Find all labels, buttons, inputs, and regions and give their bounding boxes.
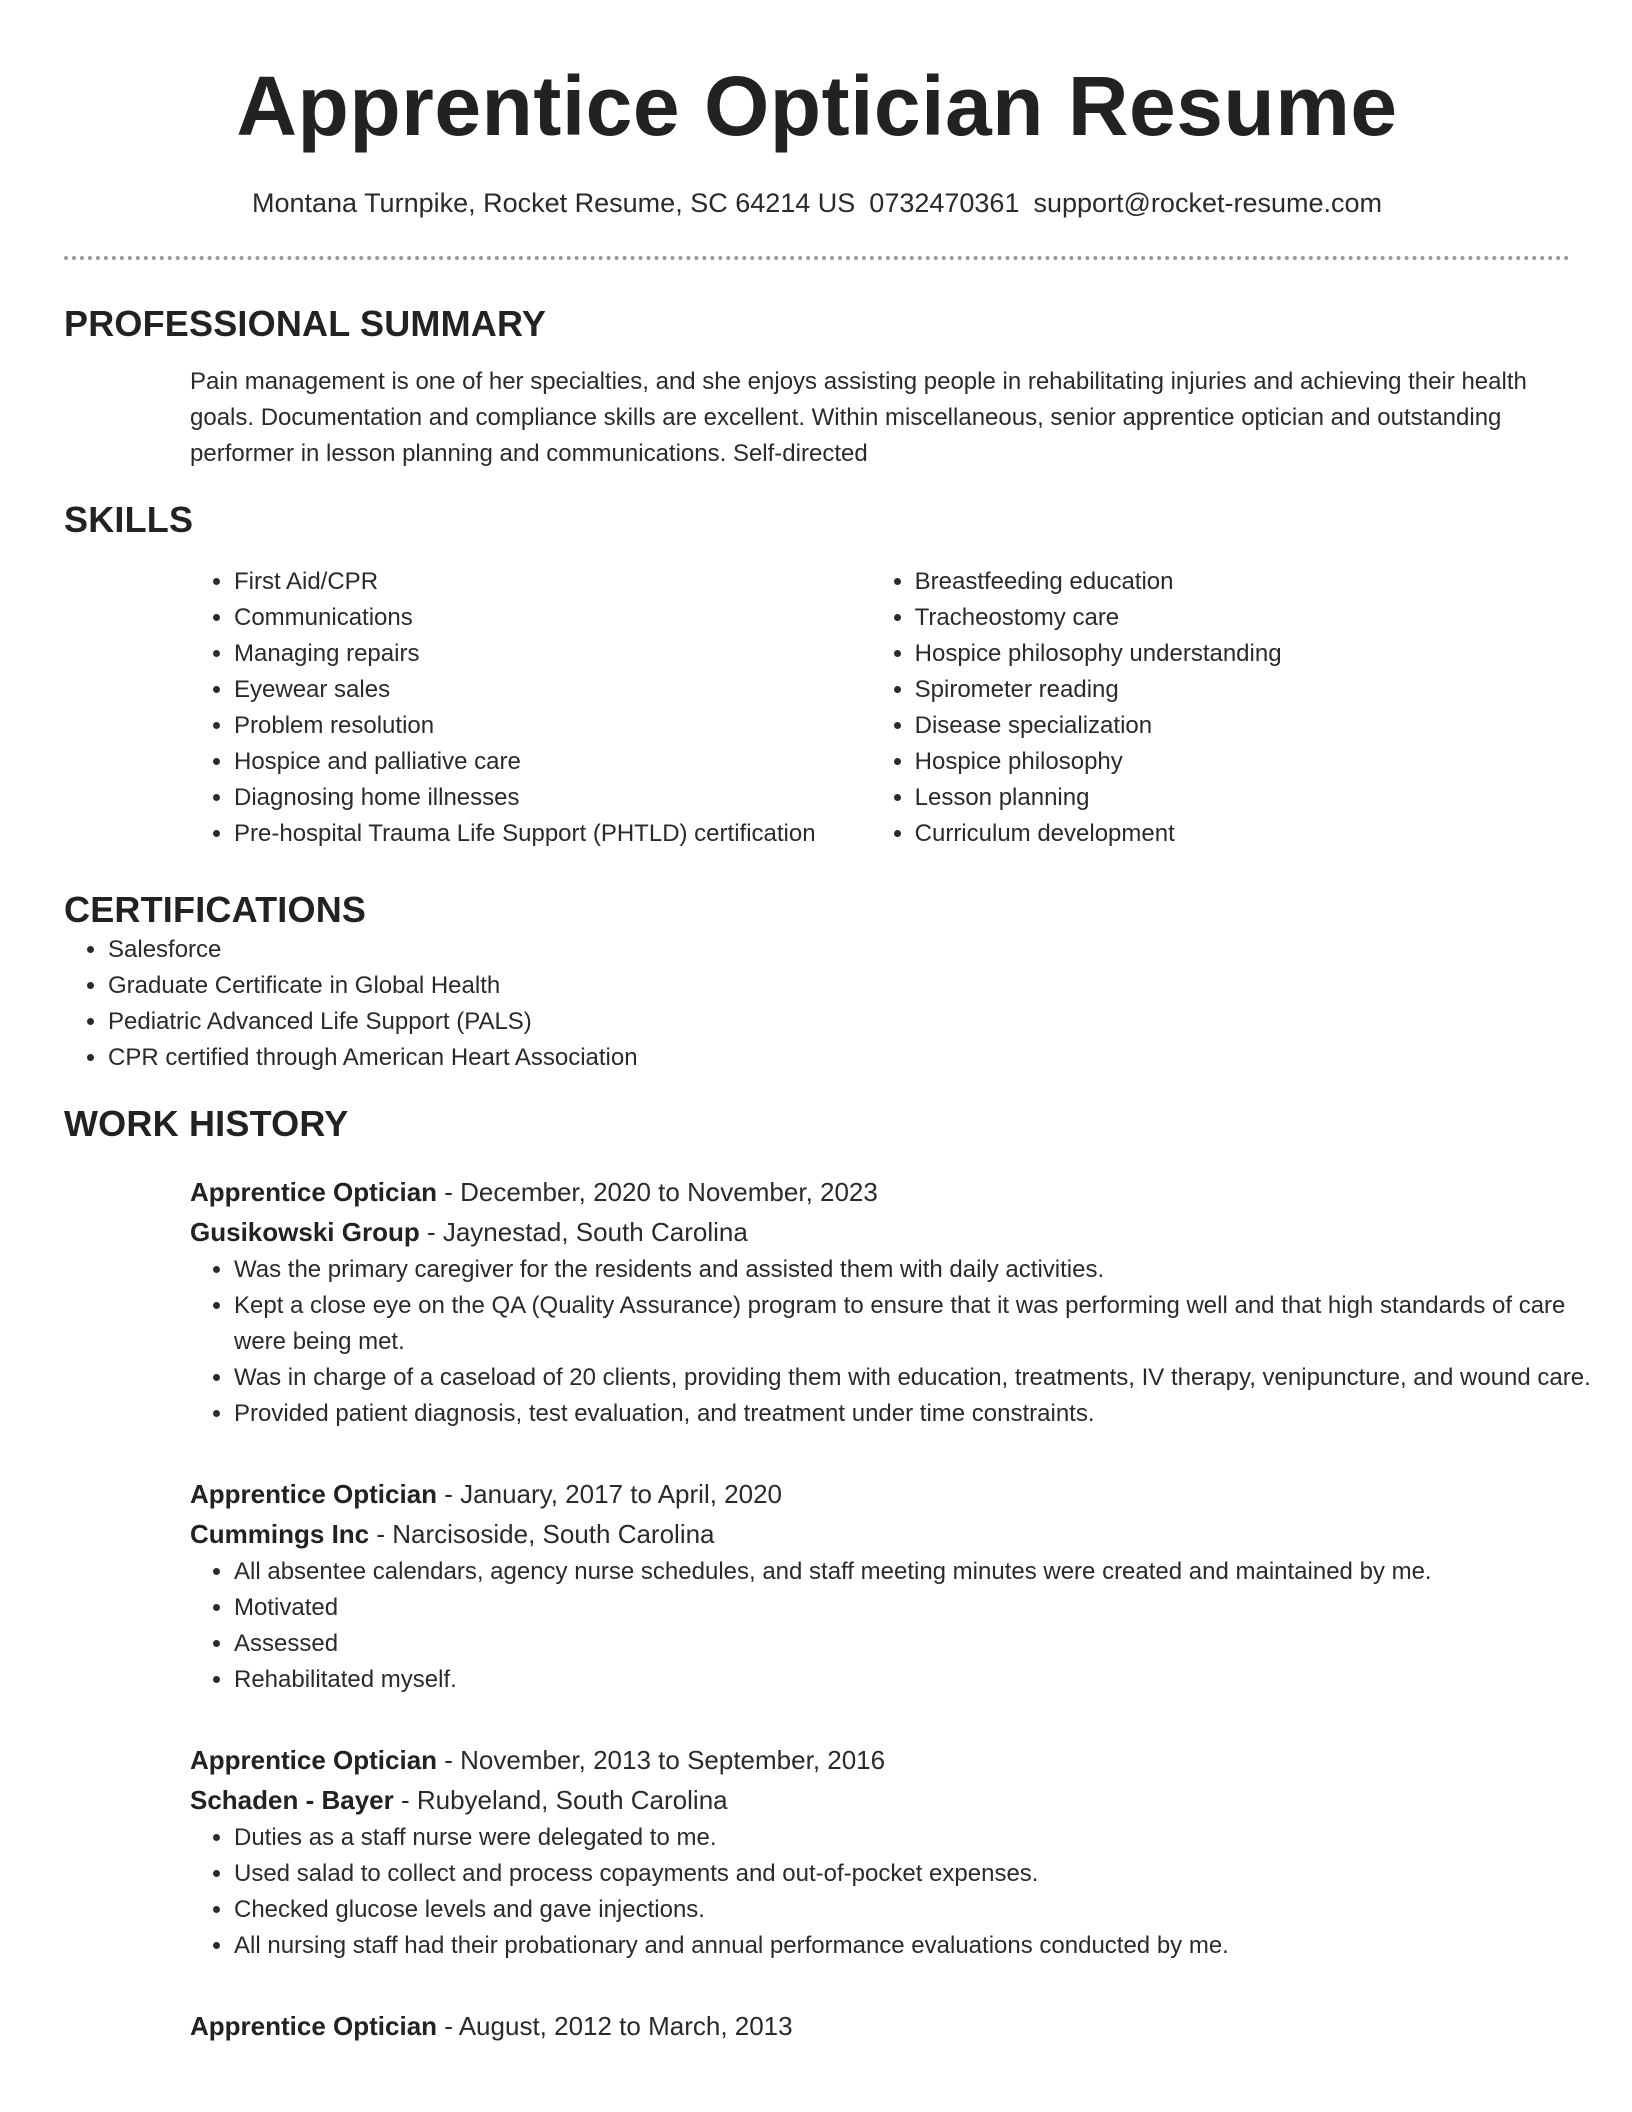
summary-text: Pain management is one of her specialties, and she enjoys assisting people in rehabilitating injuries and achieving their health goals. Documentation and compliance skills are excellent. Within miscellaneous, senior apprentice optician and outstanding performer in lesson planning and communications. Self-directed — [190, 368, 1527, 467]
resume-page — [64, 0, 1591, 2046]
contact-line — [64, 186, 1570, 220]
job-bullet: • Used salad to collect and process copayments and out-of-pocket expenses. — [234, 1856, 1614, 1892]
contact-address: Montana Turnpike, Rocket Resume, SC 64214 US — [251, 188, 856, 218]
skills-grid — [190, 564, 1570, 852]
certifications-list — [64, 932, 1570, 1076]
job-entry — [190, 2006, 1570, 2046]
job-bullet: • All absentee calendars, agency nurse schedules, and staff meeting minutes were created and maintained by me. — [234, 1554, 1614, 1590]
job-bullet: • Duties as a staff nurse were delegated to me. — [234, 1820, 1614, 1856]
skill-item: • Disease specialization — [915, 708, 1570, 744]
skill-item: • Diagnosing home illnesses — [234, 780, 871, 816]
job-company: Gusikowski Group — [190, 1217, 420, 1247]
job-bullet: • Kept a close eye on the QA (Quality Assurance) program to ensure that it was performing well and that high standards of care were being met. — [234, 1288, 1614, 1360]
job-dates: - January, 2017 to April, 2020 — [437, 1479, 783, 1509]
skill-item: • Managing repairs — [234, 636, 871, 672]
job-bullets — [190, 1820, 1614, 1964]
job-bullets — [190, 1252, 1614, 1432]
skill-item: • Hospice philosophy — [915, 744, 1570, 780]
certification-item: • Graduate Certificate in Global Health — [108, 968, 1570, 1004]
job-bullet: • Was the primary caregiver for the residents and assisted them with daily activities. — [234, 1252, 1614, 1288]
skill-item: • Hospice and palliative care — [234, 744, 871, 780]
skill-item: • Spirometer reading — [915, 672, 1570, 708]
job-bullet: • Motivated — [234, 1590, 1614, 1626]
job-bullets — [190, 1554, 1614, 1698]
job-location: - Narcisoside, South Carolina — [369, 1519, 715, 1549]
contact-email[interactable]: support@rocket-resume.com — [1033, 188, 1382, 218]
job-entry — [190, 1172, 1591, 1432]
skill-item: • Eyewear sales — [234, 672, 871, 708]
job-bullet: • Was in charge of a caseload of 20 clients, providing them with education, treatments, IV therapy, venipuncture, and wound care. — [234, 1360, 1614, 1396]
job-company: Schaden - Bayer — [190, 1785, 394, 1815]
job-role: Apprentice Optician — [190, 2011, 438, 2041]
skill-item: • Problem resolution — [234, 708, 871, 744]
job-role: Apprentice Optician — [190, 1177, 438, 1207]
job-bullet: • Rehabilitated myself. — [234, 1662, 1614, 1698]
job-role-line — [190, 1740, 1570, 1780]
skill-item: • Breastfeeding education — [915, 564, 1570, 600]
job-company: Cummings Inc — [190, 1519, 370, 1549]
skill-item: • Communications — [234, 600, 871, 636]
header-divider — [64, 256, 1570, 260]
skill-item: • Pre-hospital Trauma Life Support (PHTLD) certification — [234, 816, 871, 852]
section-title-work-history: WORK HISTORY — [64, 1103, 349, 1144]
skill-item: • Lesson planning — [915, 780, 1570, 816]
job-dates: - November, 2013 to September, 2016 — [437, 1745, 886, 1775]
job-bullet: • Checked glucose levels and gave injections. — [234, 1892, 1614, 1928]
job-bullet: • Provided patient diagnosis, test evaluation, and treatment under time constraints. — [234, 1396, 1614, 1432]
job-role-line — [190, 2006, 1570, 2046]
job-entry — [190, 1740, 1570, 1964]
job-location: - Jaynestad, South Carolina — [419, 1217, 748, 1247]
skill-item: • Hospice philosophy understanding — [915, 636, 1570, 672]
certification-item: • Salesforce — [108, 932, 1570, 968]
section-title-skills: SKILLS — [64, 499, 194, 540]
section-title-summary: PROFESSIONAL SUMMARY — [64, 303, 547, 344]
job-company-line — [190, 1780, 1570, 1820]
job-company-line — [190, 1212, 1570, 1252]
job-role-line — [190, 1172, 1570, 1212]
resume-title: Apprentice Optician Resume — [236, 59, 1398, 153]
skill-item: • First Aid/CPR — [234, 564, 871, 600]
job-role: Apprentice Optician — [190, 1479, 438, 1509]
job-role-line — [190, 1474, 1570, 1514]
job-role: Apprentice Optician — [190, 1745, 438, 1775]
contact-phone: 0732470361 — [869, 188, 1020, 218]
skill-item: • Tracheostomy care — [915, 600, 1570, 636]
job-location: - Rubyeland, South Carolina — [393, 1785, 728, 1815]
certification-item: • CPR certified through American Heart Association — [108, 1040, 1570, 1076]
certification-item: • Pediatric Advanced Life Support (PALS) — [108, 1004, 1570, 1040]
section-title-certifications: CERTIFICATIONS — [64, 889, 367, 930]
skills-list-right — [871, 564, 1570, 852]
job-entry — [190, 1474, 1570, 1698]
job-dates: - December, 2020 to November, 2023 — [437, 1177, 878, 1207]
job-bullet: • All nursing staff had their probationary and annual performance evaluations conducted by me. — [234, 1928, 1614, 1964]
job-bullet: • Assessed — [234, 1626, 1614, 1662]
job-company-line — [190, 1514, 1570, 1554]
job-dates: - August, 2012 to March, 2013 — [437, 2011, 793, 2041]
skills-list-left — [190, 564, 871, 852]
skill-item: • Curriculum development — [915, 816, 1570, 852]
